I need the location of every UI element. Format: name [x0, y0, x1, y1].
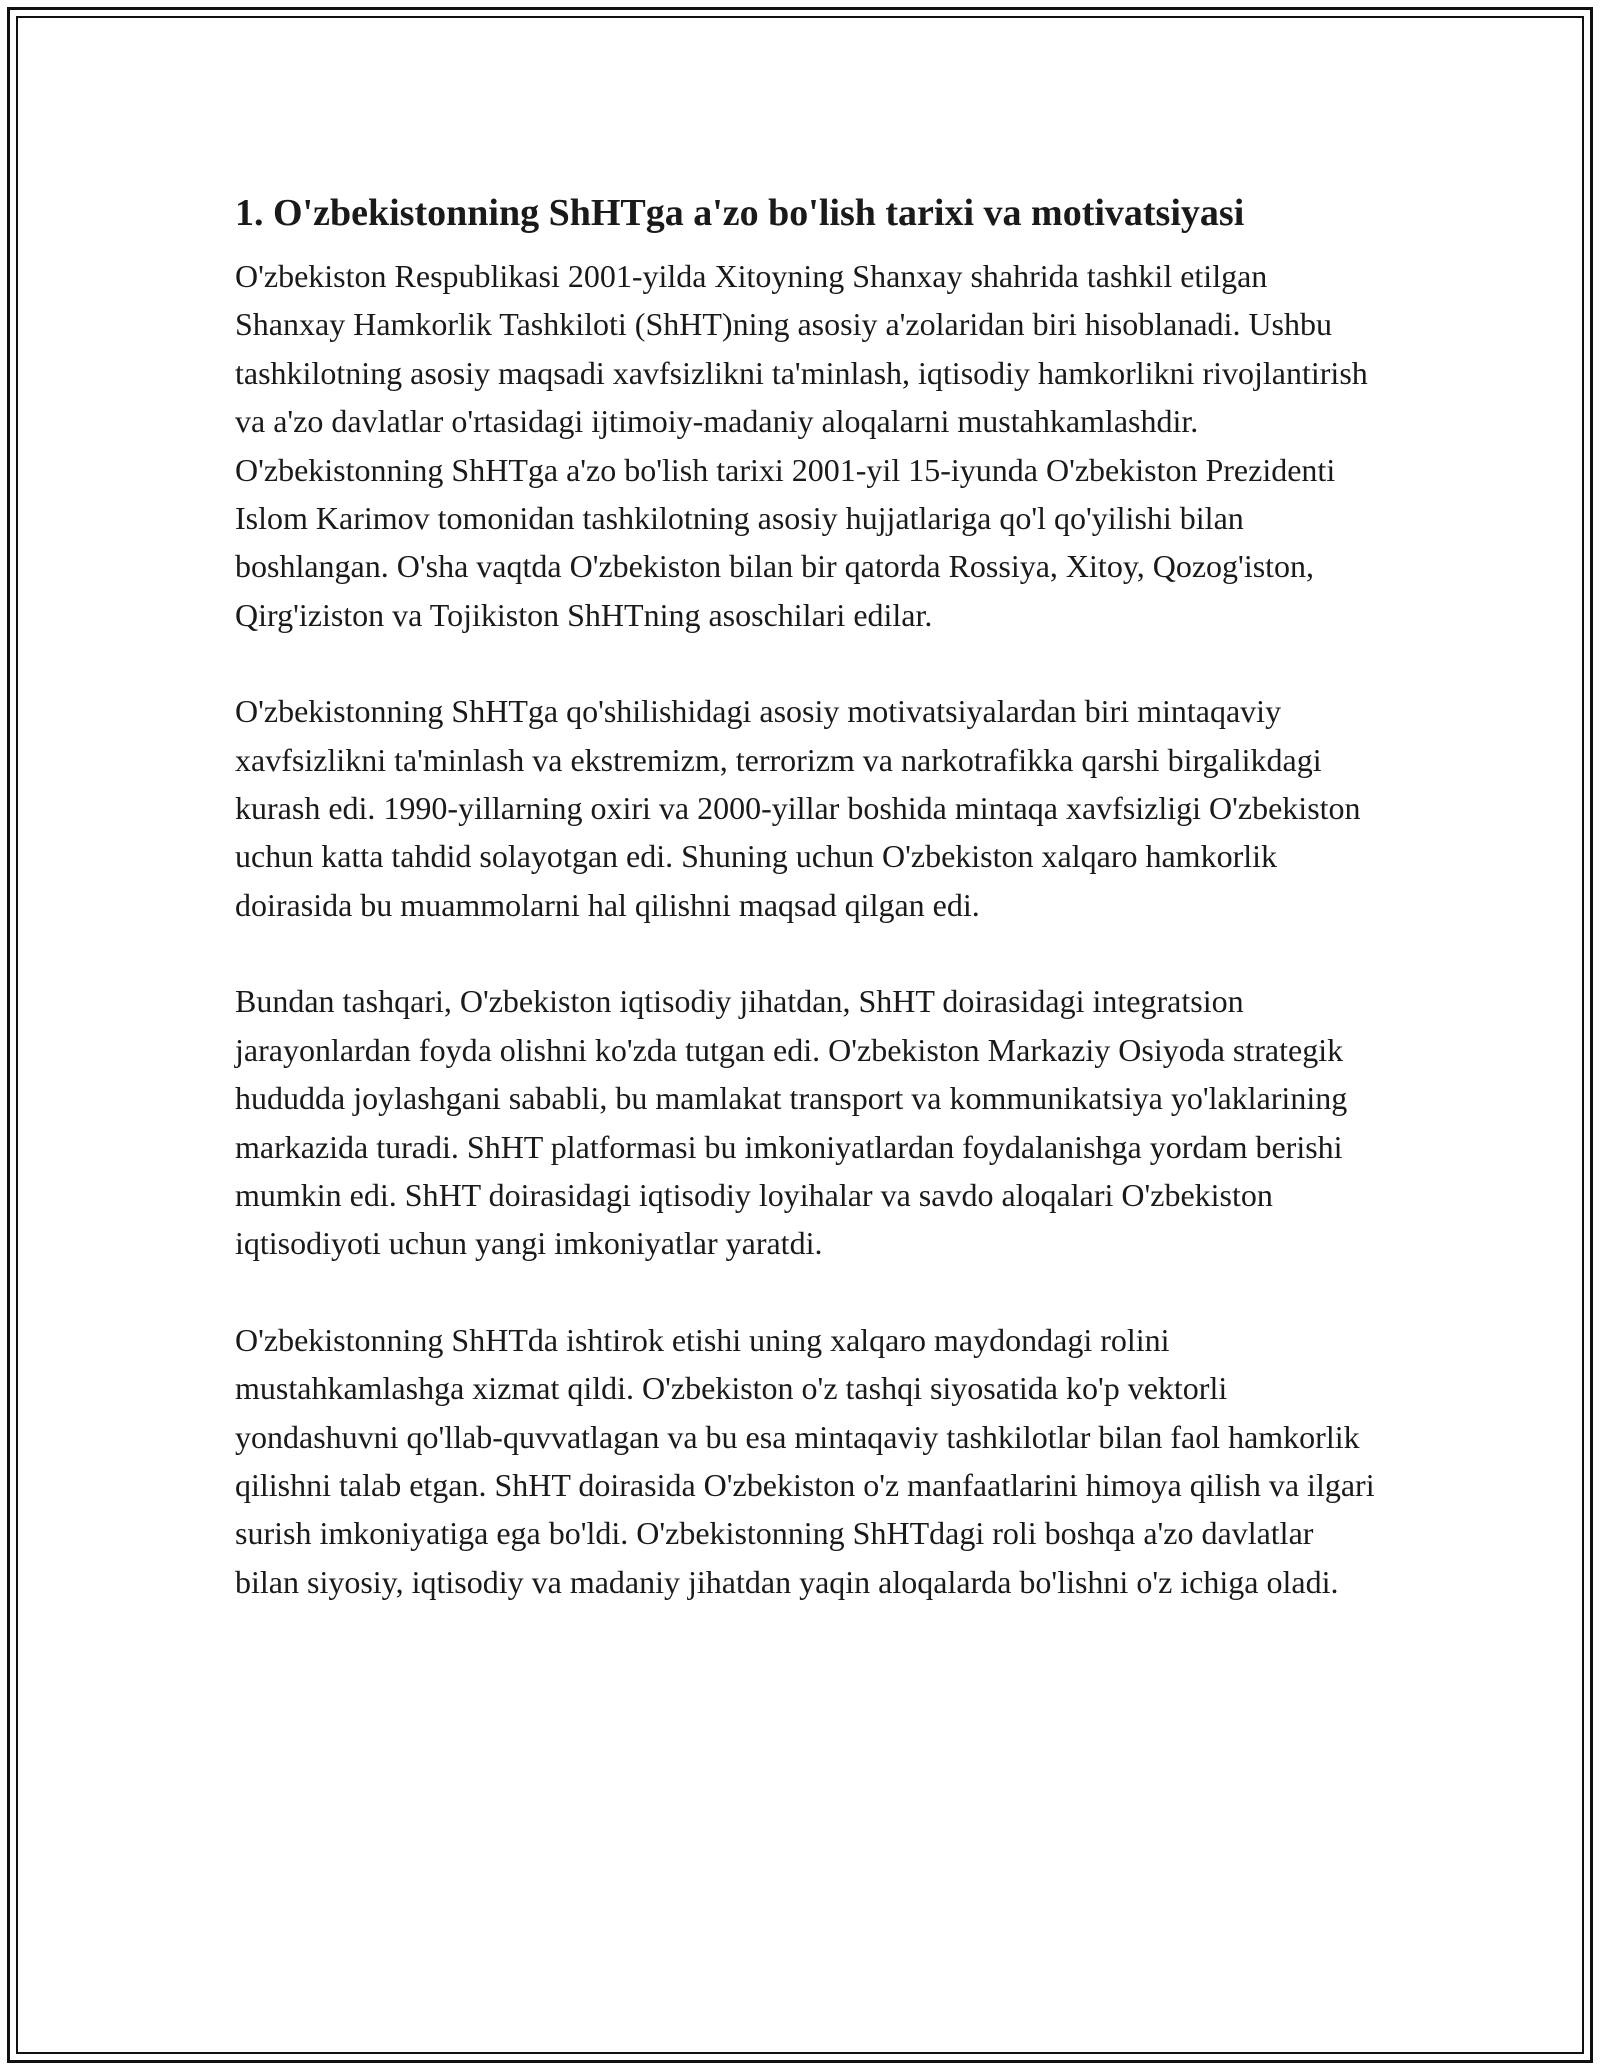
- paragraph-1: O'zbekiston Respublikasi 2001-yilda Xitoyning Shanxay shahrida tashkil etilgan Shanxay Hamkorlik Tashkiloti (ShHT)ning asosiy a'zolaridan biri hisoblanadi. Ushbu tashkilotning asosiy maqsadi xavfsizlikni ta'minlash, iqtisodiy hamkorlikni rivojlantirish va a'zo davlatlar o'rtasidagi ijtimoiy-madaniy aloqalarni mustahkamlashdir. O'zbekistonning ShHTga a'zo bo'lish tarixi 2001-yil 15-iyunda O'zbekiston Prezidenti Islom Karimov tomonidan tashkilotning asosiy hujjatlariga qo'l qo'yilishi bilan boshlangan. O'sha vaqtda O'zbekiston bilan bir qatorda Rossiya, Xitoy, Qozog'iston, Qirg'iziston va Tojikiston ShHTning asoschilari edilar.: [235, 258, 1368, 633]
- section-heading: 1. O'zbekistonning ShHTga a'zo bo'lish tarixi va motivatsiyasi: [235, 192, 1245, 234]
- document-body: [235, 186, 1375, 1654]
- paragraph-3: Bundan tashqari, O'zbekiston iqtisodiy jihatdan, ShHT doirasidagi integratsion jarayonlardan foyda olishni ko'zda tutgan edi. O'zbekiston Markaziy Osiyoda strategik hududda joylashgani sababli, bu mamlakat transport va kommunikatsiya yo'laklarining markazida turadi. ShHT platformasi bu imkoniyatlardan foydalanishga yordam berishi mumkin edi. ShHT doirasidagi iqtisodiy loyihalar va savdo aloqalari O'zbekiston iqtisodiyoti uchun yangi imkoniyatlar yaratdi.: [235, 983, 1348, 1262]
- paragraph-4: O'zbekistonning ShHTda ishtirok etishi uning xalqaro maydondagi rolini mustahkamlashga xizmat qildi. O'zbekiston o'z tashqi siyosatida ko'p vektorli yondashuvni qo'llab-quvvatlagan va bu esa mintaqaviy tashkilotlar bilan faol hamkorlik qilishni talab etgan. ShHT doirasida O'zbekiston o'z manfaatlarini himoya qilish va ilgari surish imkoniyatiga ega bo'ldi. O'zbekistonning ShHTdagi roli boshqa a'zo davlatlar bilan siyosiy, iqtisodiy va madaniy jihatdan yaqin aloqalarda bo'lishni o'z ichiga oladi.: [235, 1321, 1375, 1600]
- paragraph-2: O'zbekistonning ShHTga qo'shilishidagi asosiy motivatsiyalardan biri mintaqaviy xavfsizlikni ta'minlash va ekstremizm, terrorizm va narkotrafikka qarshi birgalikdagi kurash edi. 1990-yillarning oxiri va 2000-yillar boshida mintaqa xavfsizligi O'zbekiston uchun katta tahdid solayotgan edi. Shuning uchun O'zbekiston xalqaro hamkorlik doirasida bu muammolarni hal qilishni maqsad qilgan edi.: [235, 693, 1361, 923]
